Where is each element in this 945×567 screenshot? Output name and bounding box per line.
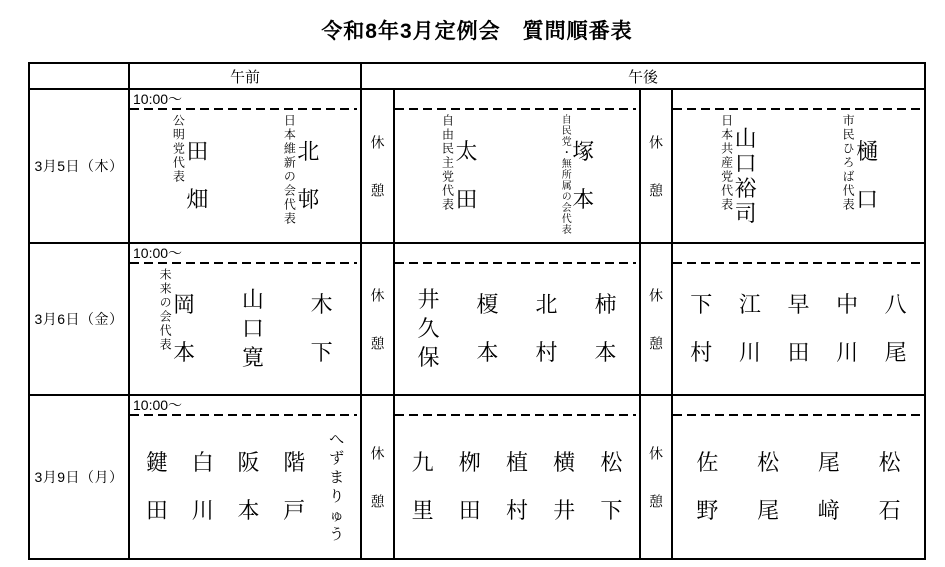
speaker-name: 尾 﨑 <box>817 450 840 523</box>
speaker-name: 樋 口 <box>856 139 879 212</box>
time-label: 10:00～ <box>133 91 183 107</box>
speaker-name: 北 村 <box>535 292 558 365</box>
speaker-name: 松 尾 <box>757 450 780 523</box>
speaker-name: 塚 本 <box>572 139 595 212</box>
speaker-group <box>417 266 439 392</box>
speaker-group <box>412 418 434 556</box>
speaker-group <box>885 266 907 392</box>
speaker-name: 木 下 <box>310 292 333 365</box>
time-strip <box>395 244 639 264</box>
speaker-name: 山 口 寛 <box>241 287 264 370</box>
morning-cell <box>130 244 362 396</box>
afternoon-cell-2 <box>673 244 924 396</box>
speaker-group <box>192 418 214 556</box>
speaker-group <box>594 266 616 392</box>
speaker-group <box>329 418 344 556</box>
speaker-group <box>553 418 575 556</box>
speaker-name: 横 井 <box>553 450 576 523</box>
morning-cell <box>130 90 362 244</box>
speaker-name: 田 畑 <box>186 139 209 212</box>
speaker-list <box>395 110 639 242</box>
speaker-name: 松 下 <box>600 450 623 523</box>
speaker-group <box>719 112 757 240</box>
speaker-group <box>311 266 333 392</box>
speaker-name: 山 口 裕 司 <box>734 125 757 226</box>
speaker-name: 岡 本 <box>173 292 196 365</box>
question-order-table <box>28 62 926 560</box>
break-cell <box>641 90 673 244</box>
party-label: 自由民主党代表 <box>440 114 455 212</box>
party-label: 自民党・無所属の会代表 <box>559 114 571 235</box>
speaker-group <box>476 266 498 392</box>
speaker-group <box>535 266 557 392</box>
date-cell: 3月5日（木） <box>30 90 130 244</box>
speaker-name: 太 田 <box>455 139 478 212</box>
speaker-group <box>506 418 528 556</box>
speaker-group <box>283 418 305 556</box>
speaker-group <box>459 418 481 556</box>
date-cell: 3月9日（月） <box>30 396 130 558</box>
party-label: 未来の会代表 <box>158 268 173 352</box>
time-strip <box>673 90 924 110</box>
header-am: 午前 <box>130 64 362 90</box>
speaker-name: 北 邨 <box>297 139 320 212</box>
speaker-group <box>690 266 712 392</box>
party-label: 市民ひろば代表 <box>841 114 856 212</box>
time-strip <box>130 90 360 110</box>
speaker-name: 階 戸 <box>283 450 306 523</box>
speaker-list <box>395 416 639 558</box>
speaker-list <box>130 110 360 242</box>
speaker-name: 植 村 <box>505 450 528 523</box>
break-cell <box>362 244 395 396</box>
afternoon-cell-1 <box>395 396 641 558</box>
afternoon-cell-2 <box>673 396 924 558</box>
time-strip <box>395 90 639 110</box>
speaker-group <box>440 112 478 240</box>
time-strip <box>673 396 924 416</box>
speaker-list <box>130 416 360 558</box>
speaker-group <box>282 112 320 240</box>
time-strip <box>130 396 360 416</box>
speaker-name: 白 川 <box>191 450 214 523</box>
speaker-name: 榎 本 <box>476 292 499 365</box>
speaker-name: 早 田 <box>787 292 810 365</box>
speaker-name: 中 川 <box>836 292 859 365</box>
break-cell <box>641 396 673 558</box>
speaker-group <box>600 418 622 556</box>
speaker-name: 鍵 田 <box>145 450 168 523</box>
speaker-list <box>130 264 360 394</box>
speaker-name: 柿 本 <box>594 292 617 365</box>
speaker-name: 井 久 保 <box>417 287 440 370</box>
speaker-group <box>157 266 195 392</box>
page-title: 令和8年3月定例会 質問順番表 <box>321 20 633 43</box>
speaker-group <box>237 418 259 556</box>
speaker-group <box>787 266 809 392</box>
time-label: 10:00～ <box>133 397 183 413</box>
speaker-list <box>673 264 924 394</box>
break-label: 休憩 <box>648 288 664 384</box>
afternoon-cell-1 <box>395 244 641 396</box>
time-strip <box>130 244 360 264</box>
speaker-name: 栁 田 <box>458 450 481 523</box>
speaker-name: 松 石 <box>878 450 901 523</box>
speaker-group <box>840 112 878 240</box>
speaker-group <box>242 266 264 392</box>
speaker-name: 阪 本 <box>237 450 260 523</box>
speaker-group <box>146 418 168 556</box>
speaker-list <box>673 416 924 558</box>
header-date-spacer <box>30 64 130 90</box>
speaker-group <box>171 112 209 240</box>
party-label: 公明党代表 <box>171 114 186 184</box>
speaker-group <box>696 418 718 556</box>
speaker-name: へ ず ま り ゅ う <box>329 431 345 543</box>
afternoon-cell-1 <box>395 90 641 244</box>
speaker-group <box>836 266 858 392</box>
speaker-group <box>739 266 761 392</box>
break-label: 休憩 <box>369 135 386 231</box>
speaker-group <box>818 418 840 556</box>
break-label: 休憩 <box>648 135 664 231</box>
time-strip <box>673 244 924 264</box>
header-pm: 午後 <box>362 64 924 90</box>
speaker-group <box>879 418 901 556</box>
speaker-group <box>757 418 779 556</box>
speaker-list <box>673 110 924 242</box>
party-label: 日本共産党代表 <box>719 114 734 212</box>
speaker-name: 八 尾 <box>884 292 907 365</box>
break-label: 休憩 <box>648 446 664 542</box>
break-label: 休憩 <box>369 288 386 384</box>
morning-cell <box>130 396 362 558</box>
afternoon-cell-2 <box>673 90 924 244</box>
break-label: 休憩 <box>369 446 386 542</box>
speaker-group <box>559 112 595 240</box>
speaker-name: 佐 野 <box>696 450 719 523</box>
break-cell <box>362 90 395 244</box>
break-cell <box>641 244 673 396</box>
time-strip <box>395 396 639 416</box>
speaker-list <box>395 264 639 394</box>
speaker-name: 江 川 <box>738 292 761 365</box>
time-label: 10:00～ <box>133 245 183 261</box>
break-cell <box>362 396 395 558</box>
speaker-name: 九 里 <box>411 450 434 523</box>
party-label: 日本維新の会代表 <box>282 114 297 226</box>
speaker-name: 下 村 <box>690 292 713 365</box>
date-cell: 3月6日（金） <box>30 244 130 396</box>
